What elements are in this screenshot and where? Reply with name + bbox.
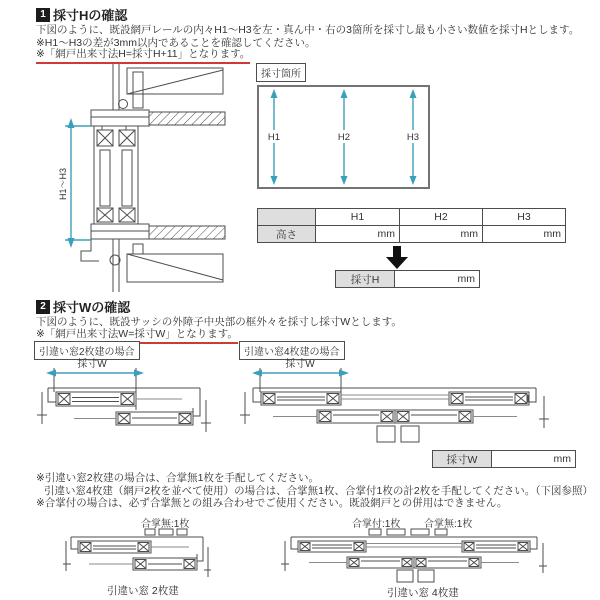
vertical-section-drawing bbox=[57, 64, 229, 294]
height-table-header-row bbox=[258, 209, 566, 226]
wall-structure-bottom bbox=[113, 239, 223, 292]
height-h2-unit: mm bbox=[400, 226, 483, 243]
frame-and-sashes bbox=[48, 388, 200, 425]
height-h3-unit: mm bbox=[483, 226, 566, 243]
result-h-label: 採寸H bbox=[336, 271, 395, 288]
result-h-unit: mm bbox=[395, 271, 480, 288]
measure-spots-box bbox=[257, 85, 430, 189]
height-table-h2: H2 bbox=[400, 209, 483, 226]
dim-w-label-left: 採寸W bbox=[77, 359, 107, 370]
note-line1: ※引違い窓2枚建の場合は、合掌無1枚を手配してください。 bbox=[36, 472, 319, 484]
result-w-unit: mm bbox=[492, 451, 576, 468]
result-w-table bbox=[432, 450, 576, 468]
section1-badge: 1 bbox=[36, 8, 50, 22]
section2-badge: 2 bbox=[36, 300, 50, 314]
bottom-right-tag1: 合掌付:1枚 bbox=[352, 519, 401, 530]
bottom-right-caption: 引違い窓 4枚建 bbox=[387, 587, 459, 599]
arrow-H3-label: H3 bbox=[406, 132, 420, 143]
spots-arrows-drawing bbox=[259, 87, 428, 187]
wall-structure-top bbox=[113, 64, 225, 125]
section1-body1: 下図のように、既設網戸レールの内々H1〜H3を左・真ん中・右の3箇所を採寸し最も小さい数値を採寸Hとします。 bbox=[36, 24, 580, 36]
h-dimension-arrow bbox=[58, 118, 91, 248]
bottom-4panel-drawing bbox=[281, 527, 549, 583]
w-dimension-arrow bbox=[46, 368, 144, 410]
section1-formula: ※「網戸出来寸法H=採寸H+11」となります。 bbox=[36, 46, 250, 64]
height-table-h1: H1 bbox=[316, 209, 400, 226]
bottom-2panel-frame bbox=[71, 529, 203, 570]
section2-body1: 下図のように、既設サッシの外障子中央部の框外々を採寸し採寸Wとします。 bbox=[36, 316, 402, 328]
plan-2panel-drawing bbox=[34, 366, 212, 440]
note-line3: ※合掌付の場合は、必ず合掌無との組み合わせでご使用ください。既設網戸との併用はできません。 bbox=[36, 497, 508, 509]
case2-label-box: 引違い窓2枚建の場合 bbox=[34, 341, 140, 360]
window-frame-sill bbox=[81, 224, 225, 265]
height-table-h3: H3 bbox=[483, 209, 566, 226]
result-w-label: 採寸W bbox=[433, 451, 492, 468]
down-arrow-icon bbox=[386, 246, 408, 270]
section2-formula: ※「網戸出来寸法W=採寸W」となります。 bbox=[36, 326, 238, 344]
arrow-H3 bbox=[402, 89, 424, 185]
result-h-table bbox=[335, 270, 480, 288]
window-frame-head bbox=[91, 110, 149, 130]
case4-label-box: 引違い窓4枚建の場合 bbox=[239, 341, 345, 360]
bottom-left-caption: 引違い窓 2枚建 bbox=[107, 585, 179, 597]
arrow-H1-label: H1 bbox=[267, 132, 281, 143]
section1-title-text: 採寸Hの確認 bbox=[53, 8, 128, 23]
section2-title-text: 採寸Wの確認 bbox=[53, 300, 131, 315]
height-table-value-row bbox=[258, 226, 566, 243]
height-table-corner bbox=[258, 209, 316, 226]
bottom-right-tag2: 合掌無:1枚 bbox=[424, 519, 473, 530]
arrow-H2-label: H2 bbox=[337, 132, 351, 143]
bottom-4panel-frame bbox=[291, 529, 537, 582]
note-line2: 引違い窓4枚建（網戸2枚を並べて使用）の場合は、合掌無1枚、合掌付1枚の計2枚を手配してください。（下図参照） bbox=[44, 484, 593, 497]
sash-sections bbox=[94, 126, 138, 224]
frame-and-sashes-4 bbox=[253, 388, 536, 442]
section1-body2: ※H1〜H3の差が3mm以内であることを確認してください。 bbox=[36, 36, 316, 49]
height-h1-unit: mm bbox=[316, 226, 400, 243]
bottom-left-tag: 合掌無:1枚 bbox=[141, 519, 190, 530]
h-range-label: H1〜H3 bbox=[58, 167, 68, 201]
plan-4panel-drawing bbox=[239, 366, 551, 448]
dim-w-label-right: 採寸W bbox=[285, 359, 315, 370]
height-table bbox=[257, 208, 566, 243]
spots-title-box: 採寸箇所 bbox=[256, 63, 306, 82]
height-row-header: 高さ bbox=[258, 226, 316, 243]
arrow-H2 bbox=[333, 89, 355, 185]
bottom-2panel-drawing bbox=[63, 527, 211, 581]
arrow-H1 bbox=[263, 89, 285, 185]
